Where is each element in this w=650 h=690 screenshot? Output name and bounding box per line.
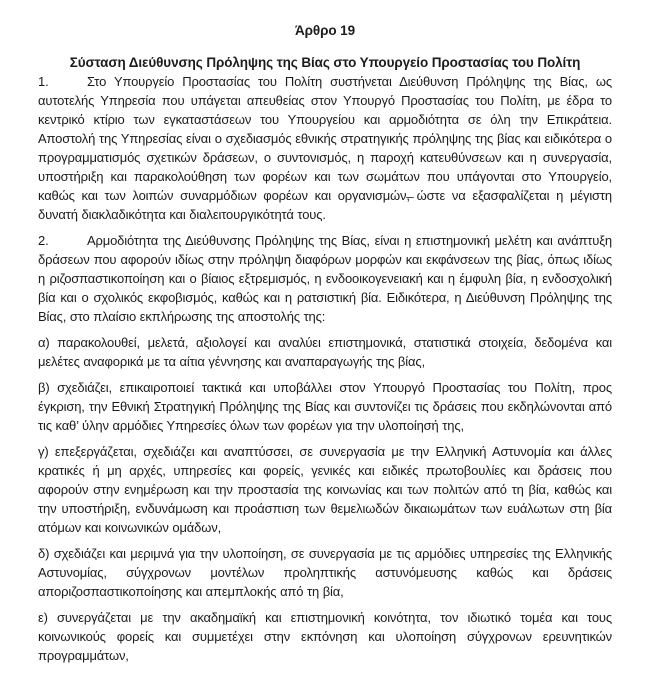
subparagraph-beta [38,378,612,435]
subparagraph-gamma [38,442,612,537]
subparagraph-delta-text: δ) σχεδιάζει και μεριμνά για την υλοποίηση, σε συνεργασία με τις αρμόδιες υπηρεσίες της Ελληνικής Αστυνομίας, σύγχρονων μοντέλων προληπτικής αστυνόμευσης καθώς και δράσεις αποριζοσπαστικοποίησης και απεμπλοκής από τη βία, [38,546,612,599]
paragraph-1-number: 1. [38,74,49,89]
paragraph-2-text: Αρμοδιότητα της Διεύθυνσης Πρόληψης της Βίας, είναι η επιστημονική μελέτη και ανάπτυξη δράσεων που αφορούν ιδίως στην πρόληψη διαφόρων μορφών και εκφάνσεων της βίας, όπως ιδίως η ριζοσπαστικοποίηση και ο βίαιος εξτρεμισμός, η ενδοοικογενειακή και η έμφυλη βία, η ενδοσχολική βία και ο σχολικός εκφοβισμός, καθώς και η ρατσιστική βία. Ειδικότερα, η Διεύθυνση Πρόληψης της Βίας, στο πλαίσιο εκπλήρωσης της αποστολής της: [38,233,612,324]
subparagraph-delta [38,544,612,601]
article-body [38,72,612,665]
paragraph-1-text: Στο Υπουργείο Προστασίας του Πολίτη συστήνεται Διεύθυνση Πρόληψης της Βίας, ως αυτοτελής Υπηρεσία που υπάγεται απευθείας στον Υπουργό Προστασίας του Πολίτη, με έδρα το κεντρικό κτίριο των εγκαταστάσεων του Υπουργείου και αρμοδιότητα σε όλη την Επικράτεια. Αποστολή της Υπηρεσίας είναι ο σχεδιασμός εθνικής στρατηγικής πρόληψης της βίας και ειδικότερα ο προγραμματισμός σχετικών δράσεων, ο συντονισμός, η παροχή κατευθύνσεων και η συνεργασία, υποστήριξη και παρακολούθηση των φορέων και των σωμάτων που υπάγονται στο Υπουργείο, καθώς και των λοιπών συναρμόδιων φορέων και οργανισμών,̶ ώστε να εξασφαλίζεται η μέγιστη δυνατή διακλαδικότητα και διαλειτουργικότητά τους. [38,74,612,222]
subparagraph-alpha-text: α) παρακολουθεί, μελετά, αξιολογεί και αναλύει επιστημονικά, στατιστικά στοιχεία, δεδομένα και μελέτες αναφορικά με τα αίτια γέννησης και αναπαραγωγής της βίας, [38,335,612,369]
paragraph-1 [38,72,612,224]
paragraph-2 [38,231,612,326]
subparagraph-alpha [38,333,612,371]
article-title: Άρθρο 19 [295,23,355,38]
subparagraph-gamma-text: γ) επεξεργάζεται, σχεδιάζει και αναπτύσσει, σε συνεργασία με την Ελληνική Αστυνομία και άλλες κρατικές ή μη αρχές, υπηρεσίες και φορείς, γενικές και ειδικές πρωτοβουλίες και δράσεις που αφορούν στην ενημέρωση και την προστασία της κοινωνίας και των πολιτών από τη βία, καθώς και την υποστήριξη, ενδυνάμωση και προάσπιση των θεμελιωδών δικαιωμάτων των ευάλωτων στη βία ατόμων και κοινωνικών ομάδων, [38,444,612,535]
subparagraph-beta-text: β) σχεδιάζει, επικαιροποιεί τακτικά και υποβάλλει στον Υπουργό Προστασίας του Πολίτη, προς έγκριση, την Εθνική Στρατηγική Πρόληψης της Βίας και συντονίζει τις δράσεις που εκδηλώνονται από τις καθ’ ύλην αρμόδιες Υπηρεσίες όλων των φορέων για την υλοποίησή της, [38,380,612,433]
paragraph-2-number: 2. [38,233,49,248]
article-subtitle: Σύσταση Διεύθυνσης Πρόληψης της Βίας στο Υπουργείο Προστασίας του Πολίτη [69,55,581,70]
subparagraph-epsilon-text: ε) συνεργάζεται με την ακαδημαϊκή και επιστημονική κοινότητα, τον ιδιωτικό τομέα και τους κοινωνικούς φορείς και συμμετέχει στην εκπόνηση και υλοποίηση σύγχρονων ερευνητικών προγραμμάτων, [38,610,612,663]
subparagraph-epsilon [38,608,612,665]
